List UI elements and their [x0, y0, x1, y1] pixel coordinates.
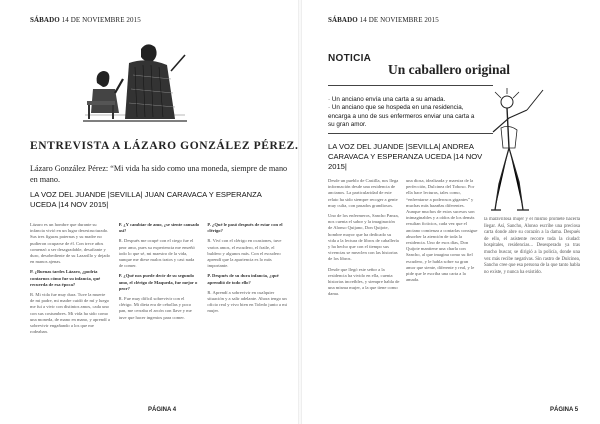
date-day: SÁBADO	[328, 16, 358, 24]
page-number: PÁGINA 4	[148, 407, 177, 413]
question: P. ¿Qué nos puede decir de su segundo amo, el clérigo de Maqueda, fue mejor o peor?	[118, 273, 198, 291]
paragraph: Uno de los enfermeros, Sancho Panza, nos cuenta el sabor y la imaginación de Alonso Quijano, Don Quijote, hombre mayor que ha dedicado su vida a la lectura de libros de caballería y ha hecho que con el tiempo sus vivencias se mezclen con las historias de los libros.	[328, 213, 399, 262]
date-day: SÁBADO	[30, 16, 60, 24]
question: P. ¿Y cambiar de amo, ¿se siente cansado así?	[118, 222, 200, 234]
page-date	[30, 16, 141, 24]
page-5	[302, 0, 600, 424]
summary-bullet: · Un anciano envía una carta a su amada.	[328, 96, 446, 103]
column-1	[30, 222, 111, 412]
question: P. ¿Qué le pasó después de estar con el clérigo?	[207, 222, 283, 234]
paragraph: Desde un pueblo de Castilla, nos llega información desde una residencia de ancianos. La particularidad de este relato ha sido siempre recoger a gente muy culta, con pasados grandiosos.	[328, 178, 399, 208]
divider	[328, 133, 493, 134]
interview-title: ENTREVISTA A LÁZARO GONZÁLEZ PÉREZ.	[30, 140, 299, 152]
lazarillo-engraving-illustration	[75, 35, 195, 123]
paragraph: Lázaro es un hombre que durante su infancia vivió en un lugar desestructurado. Sus tres figuras paternas y su madre no pudieron ocuparse de él. Con trece años comenzó a ser desagradable, desafiante y duro, desobediente de su Lazarillo y dejado en manos ajenas.	[30, 222, 110, 265]
article-source: LA VOZ DEL JUANDE |SEVILLA| ANDREA CARAVACA Y ESPERANZA UCEDA |14 NOV 2015|	[328, 142, 483, 171]
column-1	[328, 178, 400, 398]
paragraph: la maravillosa mujer y el mismo promete hacerla llegar. Así, Sancho, Alonso escribe una preciosa carta donde abre su corazón a la dama. Después de ello, el asistente recorre toda la ciudad: hospitales, residencias... Desesperado ya tras mucho buscar, se dirigió a la policía, donde una vez más recibe negativas. Sin rastro de Dulcinea, Sancho cree que esa persona de la que tanto habla no existe, y nunca ha existido.	[484, 217, 580, 275]
answer: R. Después me ocupé con el ciego fue el peor amo, pues su experiencia me enseñó todo lo que sé, mi maestro de la vida, aunque me diese malos tratos y casi nada de comer.	[118, 238, 195, 269]
headline: Un caballero original	[388, 62, 511, 77]
don-quixote-sketch-illustration	[487, 88, 545, 214]
section-label: NOTICIA	[328, 53, 372, 64]
article-source: LA VOZ DEL JUANDE |SEVILLA| JUAN CARAVACA Y ESPERANZA UCEDA |14 NOV 2015|	[30, 190, 262, 209]
column-3	[207, 222, 288, 412]
question: P. ¿Buenas tardes Lázaro, ¿podría contarnos cómo fue su infancia, qué recuerda de esa época?	[30, 269, 101, 287]
answer: R. Aprendí a sobrevivir en cualquier situación y a salir adelante. Ahora tengo un oficio real y vivo bien en Toledo junto a mi mujer.	[207, 289, 287, 314]
date-rest: 14 DE NOVIEMBRE 2015	[61, 16, 141, 24]
question: P. Después de su dura infancia, ¿qué aprendió de todo ello?	[207, 273, 279, 285]
summary-bullets	[328, 96, 478, 130]
column-2	[406, 178, 478, 398]
article-column-3	[484, 217, 580, 327]
answer: R. Viví con el clérigo en ocasiones, tuve varios amos, el escudero, el fraile, el buldero y algunos más. Con el escudero aprendí que la apariencia es lo más importante.	[207, 238, 282, 269]
date-rest: 14 DE NOVIEMBRE 2015	[359, 16, 439, 24]
column-3	[484, 217, 580, 327]
column-2	[119, 222, 200, 412]
answer: R. Fue muy difícil sobrevivir con el clérigo. Mi dieta era de cebollas y poco pan, me cerraba el arcón con llave y me tuve que hacer ingenios para comer.	[118, 296, 192, 320]
answer: R. Mi vida fue muy dura. Tuve la muerte de mi padre, mi madre cuidó de mí y luego me fui a vivir con distintos amos, cada uno con sus costumbres. Mi vida ha sido como una moneda, de mano en mano, y aprendí a sobrevivir engañando a los que me rodeaban.	[30, 292, 110, 335]
interview-quote: Lázaro González Pérez: “Mi vida ha sido como una moneda, siempre de mano en mano.	[30, 164, 288, 184]
divider	[328, 85, 493, 86]
paragraph: Desde que llegó este señor a la residencia ha vivido en ella, cuenta historias increíbles, y siempre habla de una misma mujer, a la que tiene como dama.	[328, 266, 400, 297]
paragraph: una diosa, idealizada y maestra de la perfección, Dulcinea del Toboso. Por ella hace lecturas, tales como, “enfrentarse a poderosos gigantes” y muchas más hazañas diferentes. Aunque muchos de estos sucesos son inimaginables y a oídos de los demás resultan ficticios, cada vez que el anciano comienza a contarlas consigue absorber la atención de toda la residencia. Uno de esos días, Don Quijote mantiene una charla con Sancho, al que imagina como su fiel escudero, y le habla sobre su gran amor que siente, diferente y real, y le pide que le escriba una carta a la amada.	[406, 178, 478, 283]
page-date	[328, 16, 439, 24]
interview-columns	[30, 222, 288, 412]
article-columns	[328, 178, 478, 398]
page-number: PÁGINA 5	[550, 407, 579, 413]
page-4	[0, 0, 298, 424]
summary-bullet: · Un anciano que se hospeda en una residencia, encarga a uno de sus enfermeros enviar una carta a su gran amor.	[328, 104, 475, 129]
